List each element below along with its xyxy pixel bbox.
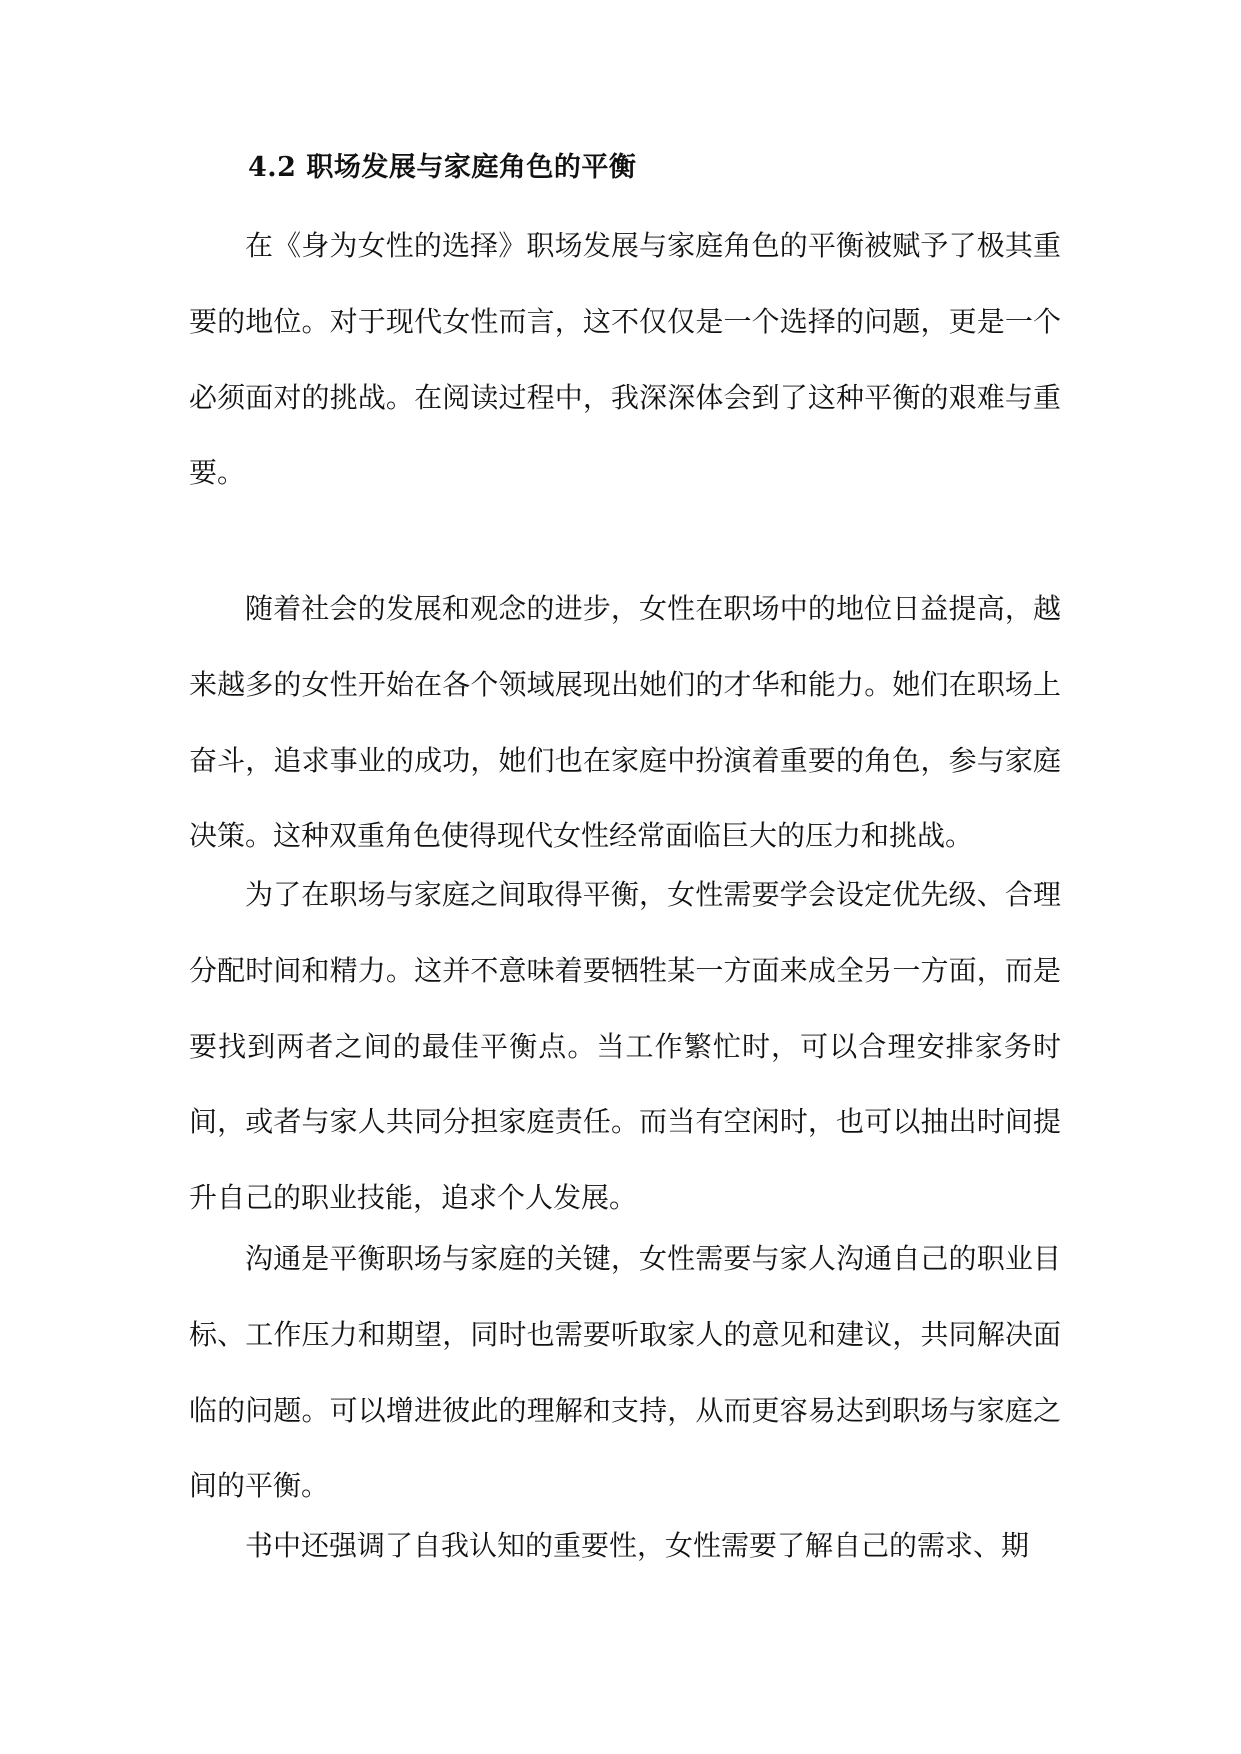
- paragraph: 随着社会的发展和观念的进步，女性在职场中的地位日益提高，越来越多的女性开始在各个领域展现出她们的才华和能力。她们在职场上奋斗，追求事业的成功，她们也在家庭中扮演着重要的角色，参与家庭决策。这种双重角色使得现代女性经常面临巨大的压力和挑战。: [189, 592, 1061, 853]
- paragraph: 在《身为女性的选择》职场发展与家庭角色的平衡被赋予了极其重要的地位。对于现代女性而言，这不仅仅是一个选择的问题，更是一个必须面对的挑战。在阅读过程中，我深深体会到了这种平衡的艰难与重要。: [189, 229, 1061, 490]
- paragraph: 书中还强调了自我认知的重要性，女性需要了解自己的需求、期: [245, 1529, 1030, 1562]
- section-heading: 4.2 职场发展与家庭角色的平衡: [248, 152, 637, 183]
- paragraph: 沟通是平衡职场与家庭的关键，女性需要与家人沟通自己的职业目标、工作压力和期望，同时也需要听取家人的意见和建议，共同解决面临的问题。可以增进彼此的理解和支持，从而更容易达到职场与家庭之间的平衡。: [189, 1242, 1061, 1503]
- paragraph: 为了在职场与家庭之间取得平衡，女性需要学会设定优先级、合理分配时间和精力。这并不意味着要牺牲某一方面来成全另一方面，而是要找到两者之间的最佳平衡点。当工作繁忙时，可以合理安排家务时间，或者与家人共同分担家庭责任。而当有空闲时，也可以抽出时间提升自己的职业技能，追求个人发展。: [189, 878, 1061, 1215]
